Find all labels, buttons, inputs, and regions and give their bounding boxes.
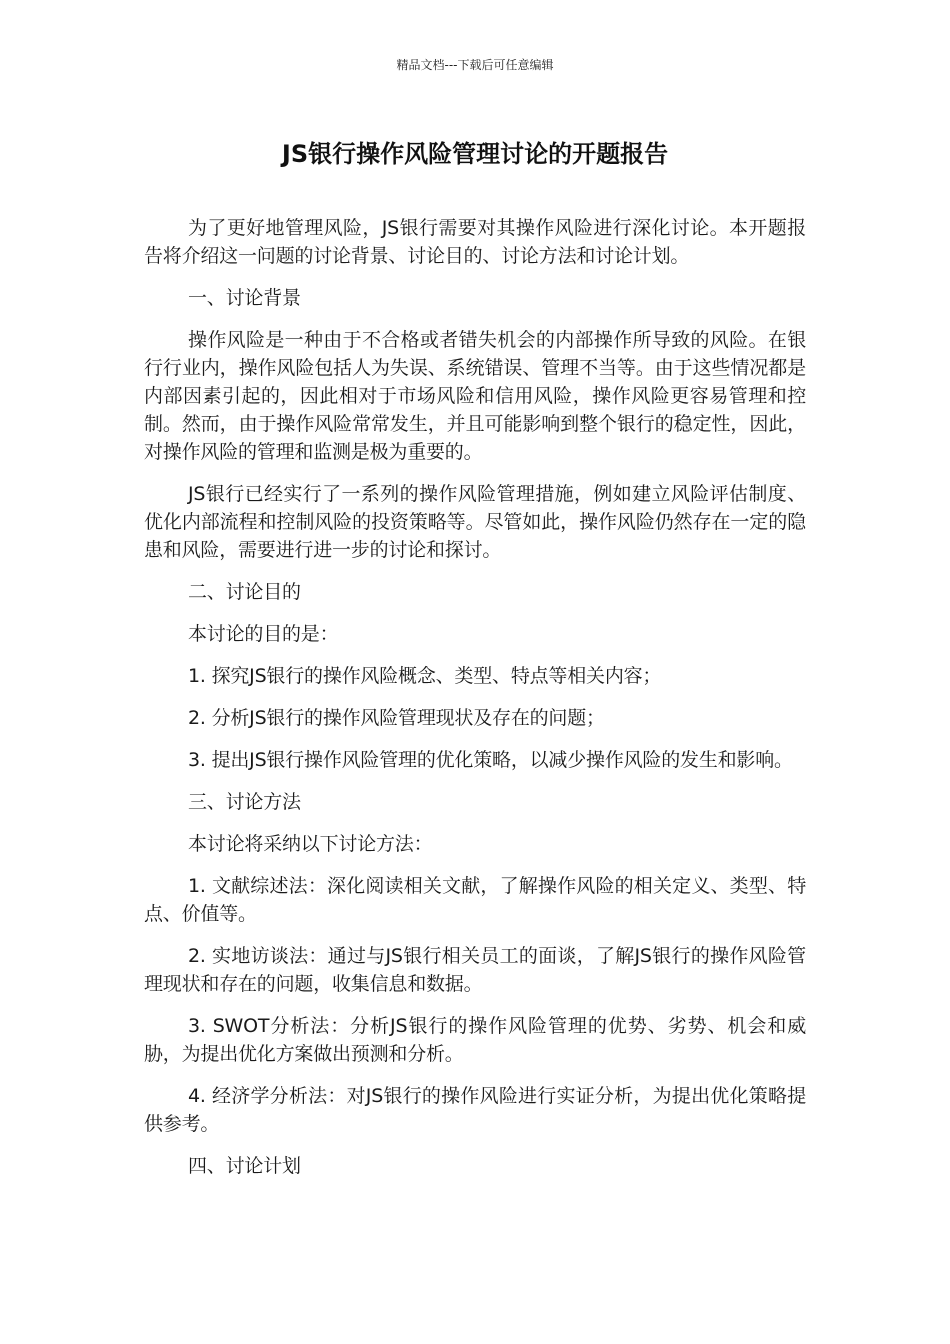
section-heading-methods: 三、讨论方法 [188,791,301,813]
background-paragraph-1: 操作风险是一种由于不合格或者错失机会的内部操作所导致的风险。在银行行业内，操作风险包括人为失误、系统错误、管理不当等。由于这些情况都是内部因素引起的，因此相对于市场风险和信用风险，操作风险更容易管理和控制。然而，由于操作风险常常发生，并且可能影响到整个银行的稳定性，因此，对操作风险的管理和监测是极为重要的。 [144,329,806,463]
method-item-3: 3. SWOT分析法：分析JS银行的操作风险管理的优势、劣势、机会和威胁，为提出优化方案做出预测和分析。 [144,1015,806,1065]
document-body [144,214,806,1194]
section-heading-purpose: 二、讨论目的 [188,581,301,603]
section-heading-background: 一、讨论背景 [188,287,301,309]
method-item-4: 4. 经济学分析法：对JS银行的操作风险进行实证分析，为提出优化策略提供参考。 [144,1085,806,1135]
background-paragraph-2: JS银行已经实行了一系列的操作风险管理措施，例如建立风险评估制度、优化内部流程和控制风险的投资策略等。尽管如此，操作风险仍然存在一定的隐患和风险，需要进行进一步的讨论和探讨。 [144,483,806,561]
page-header: 精品文档---下载后可任意编辑 [396,58,554,72]
section-heading-plan: 四、讨论计划 [188,1155,301,1177]
purpose-item-2: 2. 分析JS银行的操作风险管理现状及存在的问题； [188,707,605,729]
method-item-1: 1. 文献综述法：深化阅读相关文献，了解操作风险的相关定义、类型、特点、价值等。 [144,875,806,925]
purpose-item-3: 3. 提出JS银行操作风险管理的优化策略，以减少操作风险的发生和影响。 [188,749,793,771]
purpose-intro: 本讨论的目的是： [188,623,339,645]
document-title: JS银行操作风险管理讨论的开题报告 [281,140,669,168]
methods-intro: 本讨论将采纳以下讨论方法： [188,833,433,855]
intro-paragraph: 为了更好地管理风险，JS银行需要对其操作风险进行深化讨论。本开题报告将介绍这一问题的讨论背景、讨论目的、讨论方法和讨论计划。 [144,217,806,267]
method-item-2: 2. 实地访谈法：通过与JS银行相关员工的面谈，了解JS银行的操作风险管理现状和存在的问题，收集信息和数据。 [144,945,806,995]
purpose-item-1: 1. 探究JS银行的操作风险概念、类型、特点等相关内容； [188,665,662,687]
